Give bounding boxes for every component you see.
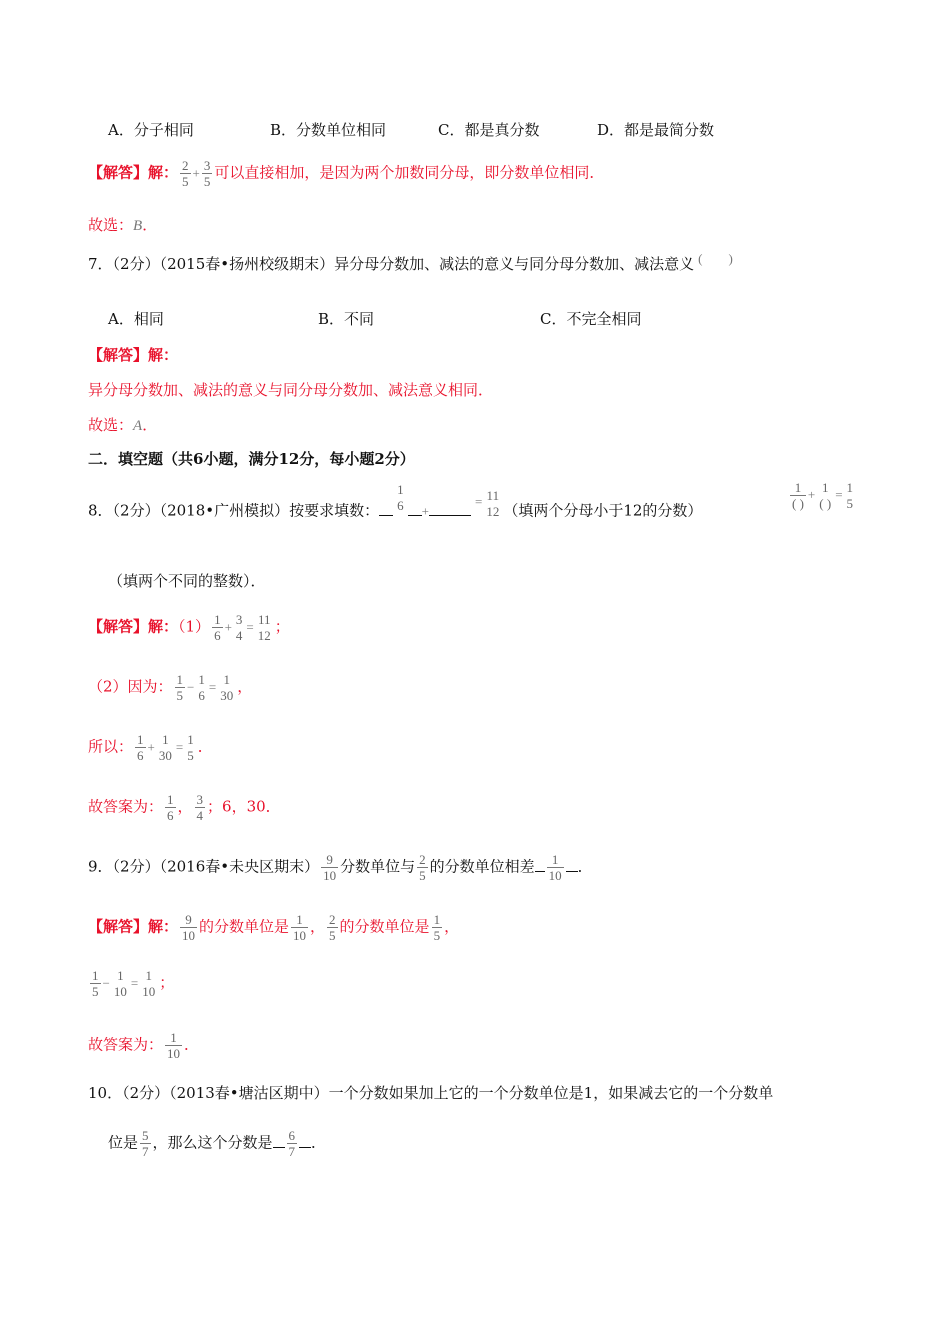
fraction: 1 5 — [846, 480, 854, 511]
q10-stem-line1: 10．（2分）（2013春•塘沽区期中）一个分数如果加上它的一个分数单位是1，如果减去它的一个分数单 — [88, 1084, 774, 1102]
fraction: $\frac{2}{5}$ — [329, 912, 336, 943]
q8-step2: （2）因为： $\frac{1}{5}$ − 1 6 = 1 30 ， — [88, 672, 253, 703]
q8-right-expression: $\frac{1}{( )}$ + 1 ( ) = 1 5 — [792, 480, 854, 511]
fraction: 3 4 — [235, 612, 243, 643]
q9-answer-line1: 【解答】解： $\frac{9}{10}$ 的分数单位是 $\frac{1}{10}$ ， $\frac{2}{5}$ 的分数单位是 $\frac{1}{5}$ ， — [88, 912, 460, 943]
q7-option-a: A．相同 — [108, 310, 164, 328]
fraction: $\frac{9}{10}$ — [323, 852, 337, 883]
fraction: $\frac{1}{5}$ — [433, 912, 441, 943]
fraction: $\frac{1}{5}$ — [176, 672, 184, 703]
jieda-label: 【解答】解： — [88, 163, 179, 182]
fraction: $\frac{9}{10}$ — [182, 912, 196, 943]
q7-answer: A — [133, 418, 143, 434]
fraction: $\frac{1}{( )}$ — [792, 480, 804, 511]
q7-option-b: B．不同 — [318, 310, 375, 328]
q6-choice-line: 故选：B． — [88, 216, 158, 234]
fraction: 1 5 — [187, 732, 194, 763]
fraction: $\frac{1}{5}$ — [92, 968, 99, 999]
q8-answer: 故答案为： $\frac{1}{6}$ ， $\frac{3}{4}$ ；6，30． — [88, 792, 281, 823]
q9-stem: 9．（2分）（2016春•未央区期末） $\frac{9}{10}$ 分数单位与 $\frac{2}{5}$ 的分数单位相差 $\frac{1}{10}$ ． — [88, 852, 593, 883]
fraction: 11 12 — [486, 488, 500, 519]
fraction: $\frac{5}{7}$ — [142, 1128, 149, 1159]
fraction: $\frac{1}{6}$ — [167, 792, 174, 823]
fraction: 1 10 — [142, 968, 156, 999]
fraction: 1 30 — [220, 672, 234, 703]
q8-note2: （填两个不同的整数）． — [108, 572, 266, 590]
fraction: 1 ( ) — [819, 480, 832, 511]
q6-option-b: B．分数单位相同 — [270, 121, 387, 139]
fraction: $\frac{1}{10}$ — [548, 852, 562, 883]
q7-explanation: 异分母分数加、减法的意义与同分母分数加、减法意义相同． — [88, 381, 494, 399]
fraction: $\frac{3}{4}$ — [196, 792, 204, 823]
q7-stem: 7．（2分）（2015春•扬州校级期末）异分母分数加、减法的意义与同分母分数加、减法意义 ( ) — [88, 251, 733, 273]
fraction: $\frac{1}{10}$ — [293, 912, 307, 943]
fraction: $\frac{1}{6}$ — [137, 732, 144, 763]
q6-answer-line: 【解答】解： $\frac{2}{5}$ + $\frac{3}{5}$ 可以直接相加，是因为两个加数同分母，即分数单位相同． — [88, 158, 605, 189]
fraction: 1 10 — [113, 968, 127, 999]
q8-step3: 所以： $\frac{1}{6}$ + 1 30 = 1 5 ． — [88, 732, 213, 763]
fraction: $\frac{6}{7}$ — [288, 1128, 296, 1159]
fraction: $\frac{1}{6}$ — [214, 612, 221, 643]
q9-final-answer: 故答案为： $\frac{1}{10}$ ． — [88, 1030, 200, 1061]
fraction: $\frac{1}{10}$ — [167, 1030, 181, 1061]
q6-option-d: D．都是最简分数 — [597, 121, 715, 139]
fraction: $\frac{2}{5}$ — [419, 852, 426, 883]
fraction: $\frac{3}{5}$ — [203, 158, 211, 189]
q7-choice-line: 故选：A． — [88, 416, 158, 434]
q6-option-c: C．都是真分数 — [438, 121, 540, 139]
q10-stem-line2: 位是 $\frac{5}{7}$ ，那么这个分数是 $\frac{6}{7}$ ． — [108, 1128, 327, 1159]
q6-option-a: A．分子相同 — [108, 121, 194, 139]
fraction: 1 6 — [397, 482, 404, 513]
q9-answer-line2: $\frac{1}{5}$ − 1 10 = 1 10 ； — [92, 968, 175, 999]
q8-stem-line: 8．（2分）（2018•广州模拟）按要求填数： 1 6 += 11 12 （填两个分母小于12的分数） — [88, 482, 703, 520]
q8-step1: 【解答】解：（1） $\frac{1}{6}$ + 3 4 = 11 12 ； — [88, 612, 290, 643]
fraction: 11 12 — [257, 612, 271, 643]
q6-explanation: 可以直接相加，是因为两个加数同分母，即分数单位相同． — [214, 163, 605, 182]
q6-answer: B — [133, 218, 143, 234]
fraction: 1 30 — [158, 732, 172, 763]
q7-jieda-label: 【解答】解： — [88, 346, 179, 364]
q7-option-c: C．不完全相同 — [540, 310, 642, 328]
section-title: 二．填空题（共6小题，满分12分，每小题2分） — [88, 450, 415, 468]
fraction: $\frac{2}{5}$ — [182, 158, 189, 189]
fraction: 1 6 — [198, 672, 205, 703]
